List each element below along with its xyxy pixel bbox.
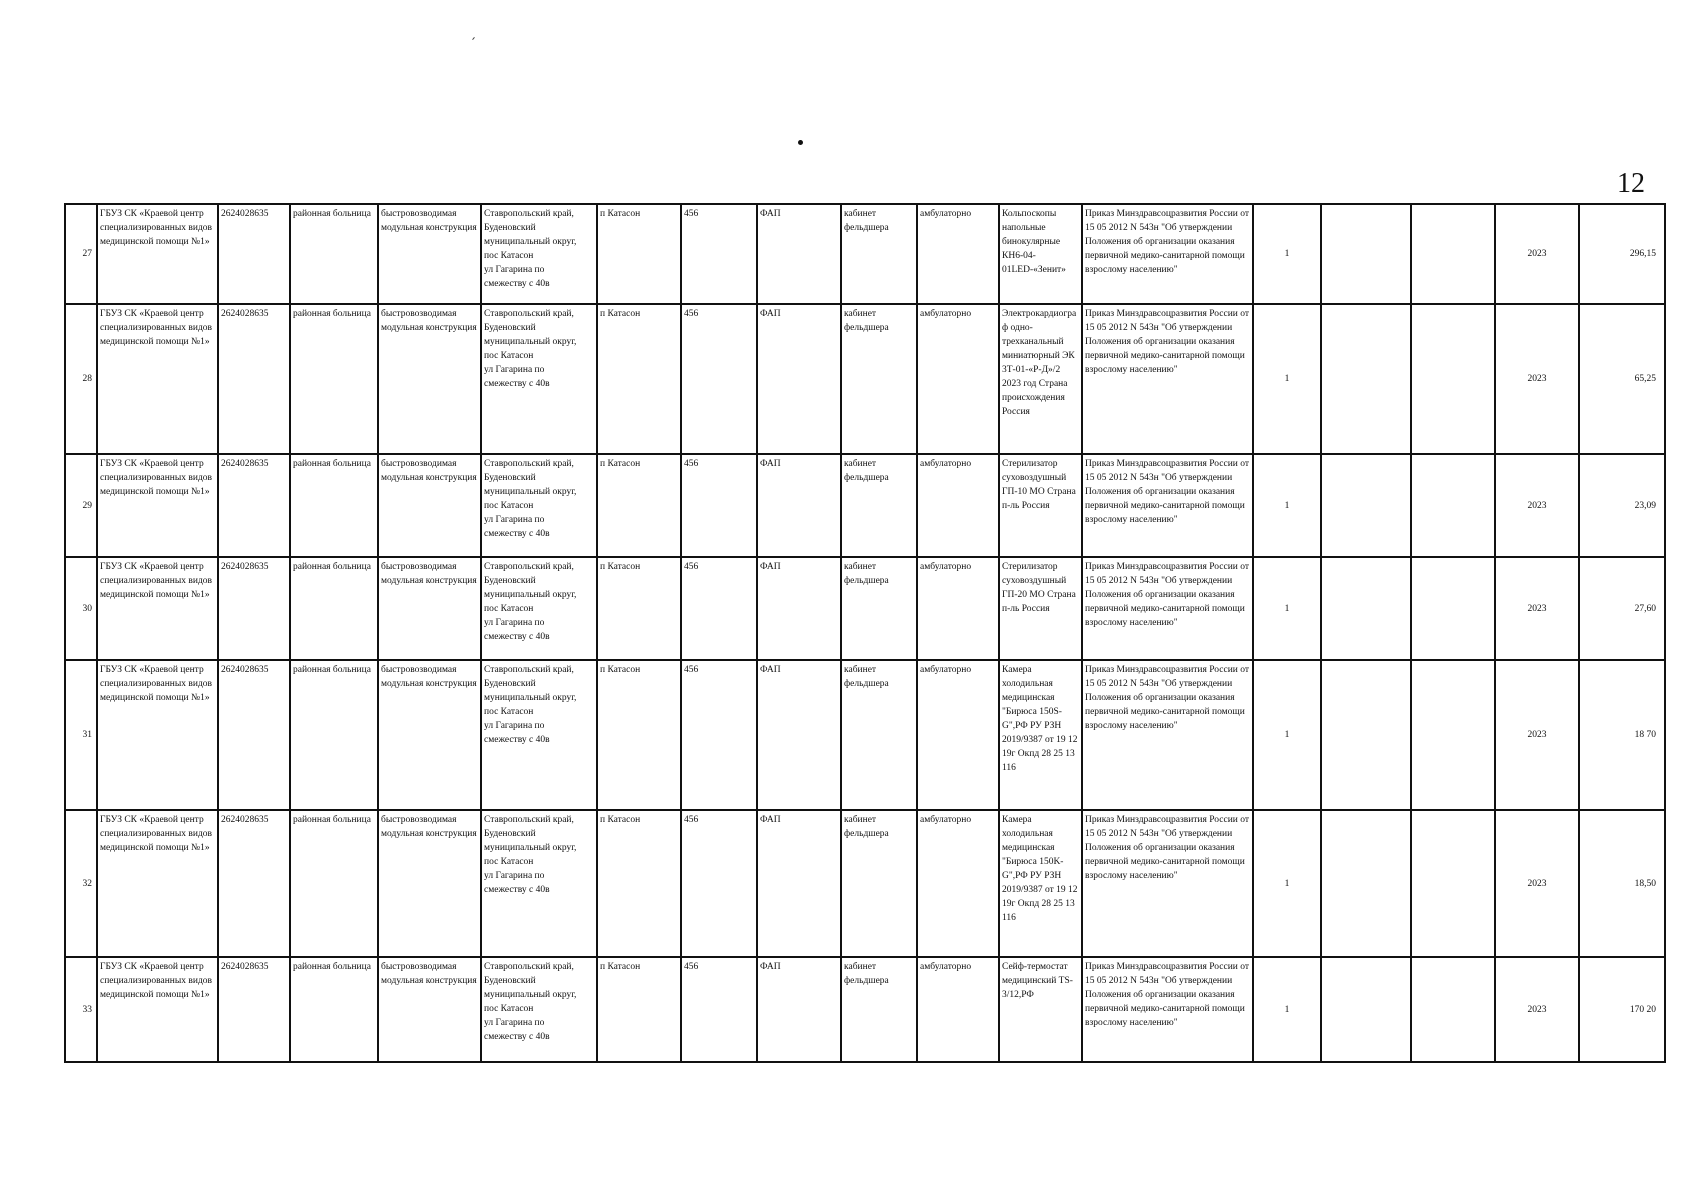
facility-type-cell: районная больница <box>290 204 378 304</box>
empty-cell <box>1411 660 1495 810</box>
address-cell: Ставропольский край, Буденовский муниципальный округ, пос Катасон ул Гагарина по смежеству с 40в <box>481 204 597 304</box>
year-cell: 2023 <box>1495 204 1579 304</box>
address-cell: Ставропольский край, Буденовский муниципальный округ, пос Катасон ул Гагарина по смежеству с 40в <box>481 660 597 810</box>
construction-cell: быстровозводимая модульная конструкция <box>378 810 481 957</box>
facility-type-cell: районная больница <box>290 454 378 557</box>
population-cell: 456 <box>681 304 757 454</box>
price-cell: 65,25 <box>1579 304 1665 454</box>
table-row <box>65 810 1665 957</box>
equipment-cell: Камера холодильная медицинская "Бирюса 150K-G",РФ РУ РЗН 2019/9387 от 19 12 19г Окпд 28 25 13 116 <box>999 810 1082 957</box>
facility-type-cell: районная больница <box>290 660 378 810</box>
page-number: 12 <box>1617 168 1645 199</box>
organization-cell: ГБУЗ СК «Краевой центр специализированных видов медицинской помощи №1» <box>97 810 218 957</box>
order-cell: Приказ Минздравсоцразвития России от 15 05 2012 N 543н "Об утверждении Положения об организации оказания первичной медико-санитарной помощи взрослому населению" <box>1082 810 1253 957</box>
care-mode-cell: амбулаторно <box>917 454 999 557</box>
empty-cell <box>1411 204 1495 304</box>
empty-cell <box>1321 557 1411 660</box>
facility-type-cell: районная больница <box>290 957 378 1062</box>
address-cell: Ставропольский край, Буденовский муниципальный округ, пос Катасон ул Гагарина по смежеству с 40в <box>481 454 597 557</box>
inn-cell: 2624028635 <box>218 557 290 660</box>
table-row <box>65 304 1665 454</box>
address-cell: Ставропольский край, Буденовский муниципальный округ, пос Катасон ул Гагарина по смежеству с 40в <box>481 810 597 957</box>
row-number: 27 <box>65 204 97 304</box>
room-cell: кабинет фельдшера <box>841 957 917 1062</box>
construction-cell: быстровозводимая модульная конструкция <box>378 454 481 557</box>
organization-cell: ГБУЗ СК «Краевой центр специализированных видов медицинской помощи №1» <box>97 454 218 557</box>
row-number: 32 <box>65 810 97 957</box>
order-cell: Приказ Минздравсоцразвития России от 15 05 2012 N 543н "Об утверждении Положения об организации оказания первичной медико-санитарной помощи взрослому населению" <box>1082 557 1253 660</box>
equipment-cell: Электрокардиограф одно-трехканальный миниатюрный ЭК 3Т-01-«Р-Д»/2 2023 год Страна происхождения Россия <box>999 304 1082 454</box>
organization-cell: ГБУЗ СК «Краевой центр специализированных видов медицинской помощи №1» <box>97 304 218 454</box>
equipment-cell: Камера холодильная медицинская "Бирюса 150S-G",РФ РУ РЗН 2019/9387 от 19 12 19г Окпд 28 25 13 116 <box>999 660 1082 810</box>
row-number: 33 <box>65 957 97 1062</box>
care-mode-cell: амбулаторно <box>917 957 999 1062</box>
care-mode-cell: амбулаторно <box>917 810 999 957</box>
row-number: 30 <box>65 557 97 660</box>
year-cell: 2023 <box>1495 810 1579 957</box>
settlement-cell: п Катасон <box>597 557 681 660</box>
price-cell: 170 20 <box>1579 957 1665 1062</box>
settlement-cell: п Катасон <box>597 660 681 810</box>
organization-cell: ГБУЗ СК «Краевой центр специализированных видов медицинской помощи №1» <box>97 557 218 660</box>
year-cell: 2023 <box>1495 454 1579 557</box>
care-mode-cell: амбулаторно <box>917 660 999 810</box>
unit-cell: ФАП <box>757 557 841 660</box>
unit-cell: ФАП <box>757 454 841 557</box>
quantity-cell: 1 <box>1253 304 1321 454</box>
address-cell: Ставропольский край, Буденовский муниципальный округ, пос Катасон ул Гагарина по смежеству с 40в <box>481 557 597 660</box>
construction-cell: быстровозводимая модульная конструкция <box>378 660 481 810</box>
empty-cell <box>1321 810 1411 957</box>
unit-cell: ФАП <box>757 660 841 810</box>
construction-cell: быстровозводимая модульная конструкция <box>378 957 481 1062</box>
room-cell: кабинет фельдшера <box>841 810 917 957</box>
construction-cell: быстровозводимая модульная конструкция <box>378 204 481 304</box>
empty-cell <box>1411 304 1495 454</box>
equipment-cell: Стерилизатор суховоздушный ГП-10 МО Страна п-ль Россия <box>999 454 1082 557</box>
room-cell: кабинет фельдшера <box>841 660 917 810</box>
table-row <box>65 204 1665 304</box>
organization-cell: ГБУЗ СК «Краевой центр специализированных видов медицинской помощи №1» <box>97 660 218 810</box>
room-cell: кабинет фельдшера <box>841 304 917 454</box>
settlement-cell: п Катасон <box>597 304 681 454</box>
empty-cell <box>1321 660 1411 810</box>
equipment-cell: Сейф-термостат медицинский TS-3/12,РФ <box>999 957 1082 1062</box>
inn-cell: 2624028635 <box>218 957 290 1062</box>
population-cell: 456 <box>681 557 757 660</box>
address-cell: Ставропольский край, Буденовский муниципальный округ, пос Катасон ул Гагарина по смежеству с 40в <box>481 957 597 1062</box>
unit-cell: ФАП <box>757 957 841 1062</box>
row-number: 29 <box>65 454 97 557</box>
empty-cell <box>1321 957 1411 1062</box>
population-cell: 456 <box>681 454 757 557</box>
empty-cell <box>1321 454 1411 557</box>
facility-type-cell: районная больница <box>290 557 378 660</box>
population-cell: 456 <box>681 810 757 957</box>
scan-dot <box>798 140 803 145</box>
price-cell: 18 70 <box>1579 660 1665 810</box>
row-number: 31 <box>65 660 97 810</box>
facility-type-cell: районная больница <box>290 810 378 957</box>
scan-mark <box>472 37 475 40</box>
population-cell: 456 <box>681 660 757 810</box>
order-cell: Приказ Минздравсоцразвития России от 15 05 2012 N 543н "Об утверждении Положения об организации оказания первичной медико-санитарной помощи взрослому населению" <box>1082 660 1253 810</box>
year-cell: 2023 <box>1495 957 1579 1062</box>
settlement-cell: п Катасон <box>597 454 681 557</box>
price-cell: 23,09 <box>1579 454 1665 557</box>
empty-cell <box>1411 454 1495 557</box>
empty-cell <box>1321 304 1411 454</box>
empty-cell <box>1411 957 1495 1062</box>
inn-cell: 2624028635 <box>218 304 290 454</box>
room-cell: кабинет фельдшера <box>841 557 917 660</box>
room-cell: кабинет фельдшера <box>841 204 917 304</box>
organization-cell: ГБУЗ СК «Краевой центр специализированных видов медицинской помощи №1» <box>97 957 218 1062</box>
table-row <box>65 454 1665 557</box>
care-mode-cell: амбулаторно <box>917 304 999 454</box>
population-cell: 456 <box>681 204 757 304</box>
settlement-cell: п Катасон <box>597 957 681 1062</box>
year-cell: 2023 <box>1495 304 1579 454</box>
price-cell: 27,60 <box>1579 557 1665 660</box>
price-cell: 18,50 <box>1579 810 1665 957</box>
quantity-cell: 1 <box>1253 957 1321 1062</box>
table-row <box>65 957 1665 1062</box>
unit-cell: ФАП <box>757 204 841 304</box>
care-mode-cell: амбулаторно <box>917 557 999 660</box>
quantity-cell: 1 <box>1253 660 1321 810</box>
empty-cell <box>1411 810 1495 957</box>
order-cell: Приказ Минздравсоцразвития России от 15 05 2012 N 543н "Об утверждении Положения об организации оказания первичной медико-санитарной помощи взрослому населению" <box>1082 454 1253 557</box>
quantity-cell: 1 <box>1253 204 1321 304</box>
settlement-cell: п Катасон <box>597 810 681 957</box>
order-cell: Приказ Минздравсоцразвития России от 15 05 2012 N 543н "Об утверждении Положения об организации оказания первичной медико-санитарной помощи взрослому населению" <box>1082 957 1253 1062</box>
construction-cell: быстровозводимая модульная конструкция <box>378 304 481 454</box>
equipment-cell: Стерилизатор суховоздушный ГП-20 МО Страна п-ль Россия <box>999 557 1082 660</box>
equipment-cell: Кольпоскопы напольные бинокулярные КН6-04-01LED-«Зенит» <box>999 204 1082 304</box>
year-cell: 2023 <box>1495 660 1579 810</box>
room-cell: кабинет фельдшера <box>841 454 917 557</box>
quantity-cell: 1 <box>1253 810 1321 957</box>
table-row <box>65 557 1665 660</box>
order-cell: Приказ Минздравсоцразвития России от 15 05 2012 N 543н "Об утверждении Положения об организации оказания первичной медико-санитарной помощи взрослому населению" <box>1082 304 1253 454</box>
quantity-cell: 1 <box>1253 557 1321 660</box>
construction-cell: быстровозводимая модульная конструкция <box>378 557 481 660</box>
care-mode-cell: амбулаторно <box>917 204 999 304</box>
facility-type-cell: районная больница <box>290 304 378 454</box>
unit-cell: ФАП <box>757 304 841 454</box>
quantity-cell: 1 <box>1253 454 1321 557</box>
inn-cell: 2624028635 <box>218 204 290 304</box>
population-cell: 456 <box>681 957 757 1062</box>
inn-cell: 2624028635 <box>218 454 290 557</box>
settlement-cell: п Катасон <box>597 204 681 304</box>
price-cell: 296,15 <box>1579 204 1665 304</box>
table-row <box>65 660 1665 810</box>
row-number: 28 <box>65 304 97 454</box>
unit-cell: ФАП <box>757 810 841 957</box>
inn-cell: 2624028635 <box>218 660 290 810</box>
year-cell: 2023 <box>1495 557 1579 660</box>
equipment-table <box>64 203 1666 1063</box>
address-cell: Ставропольский край, Буденовский муниципальный округ, пос Катасон ул Гагарина по смежеству с 40в <box>481 304 597 454</box>
empty-cell <box>1411 557 1495 660</box>
order-cell: Приказ Минздравсоцразвития России от 15 05 2012 N 543н "Об утверждении Положения об организации оказания первичной медико-санитарной помощи взрослому населению" <box>1082 204 1253 304</box>
organization-cell: ГБУЗ СК «Краевой центр специализированных видов медицинской помощи №1» <box>97 204 218 304</box>
empty-cell <box>1321 204 1411 304</box>
inn-cell: 2624028635 <box>218 810 290 957</box>
